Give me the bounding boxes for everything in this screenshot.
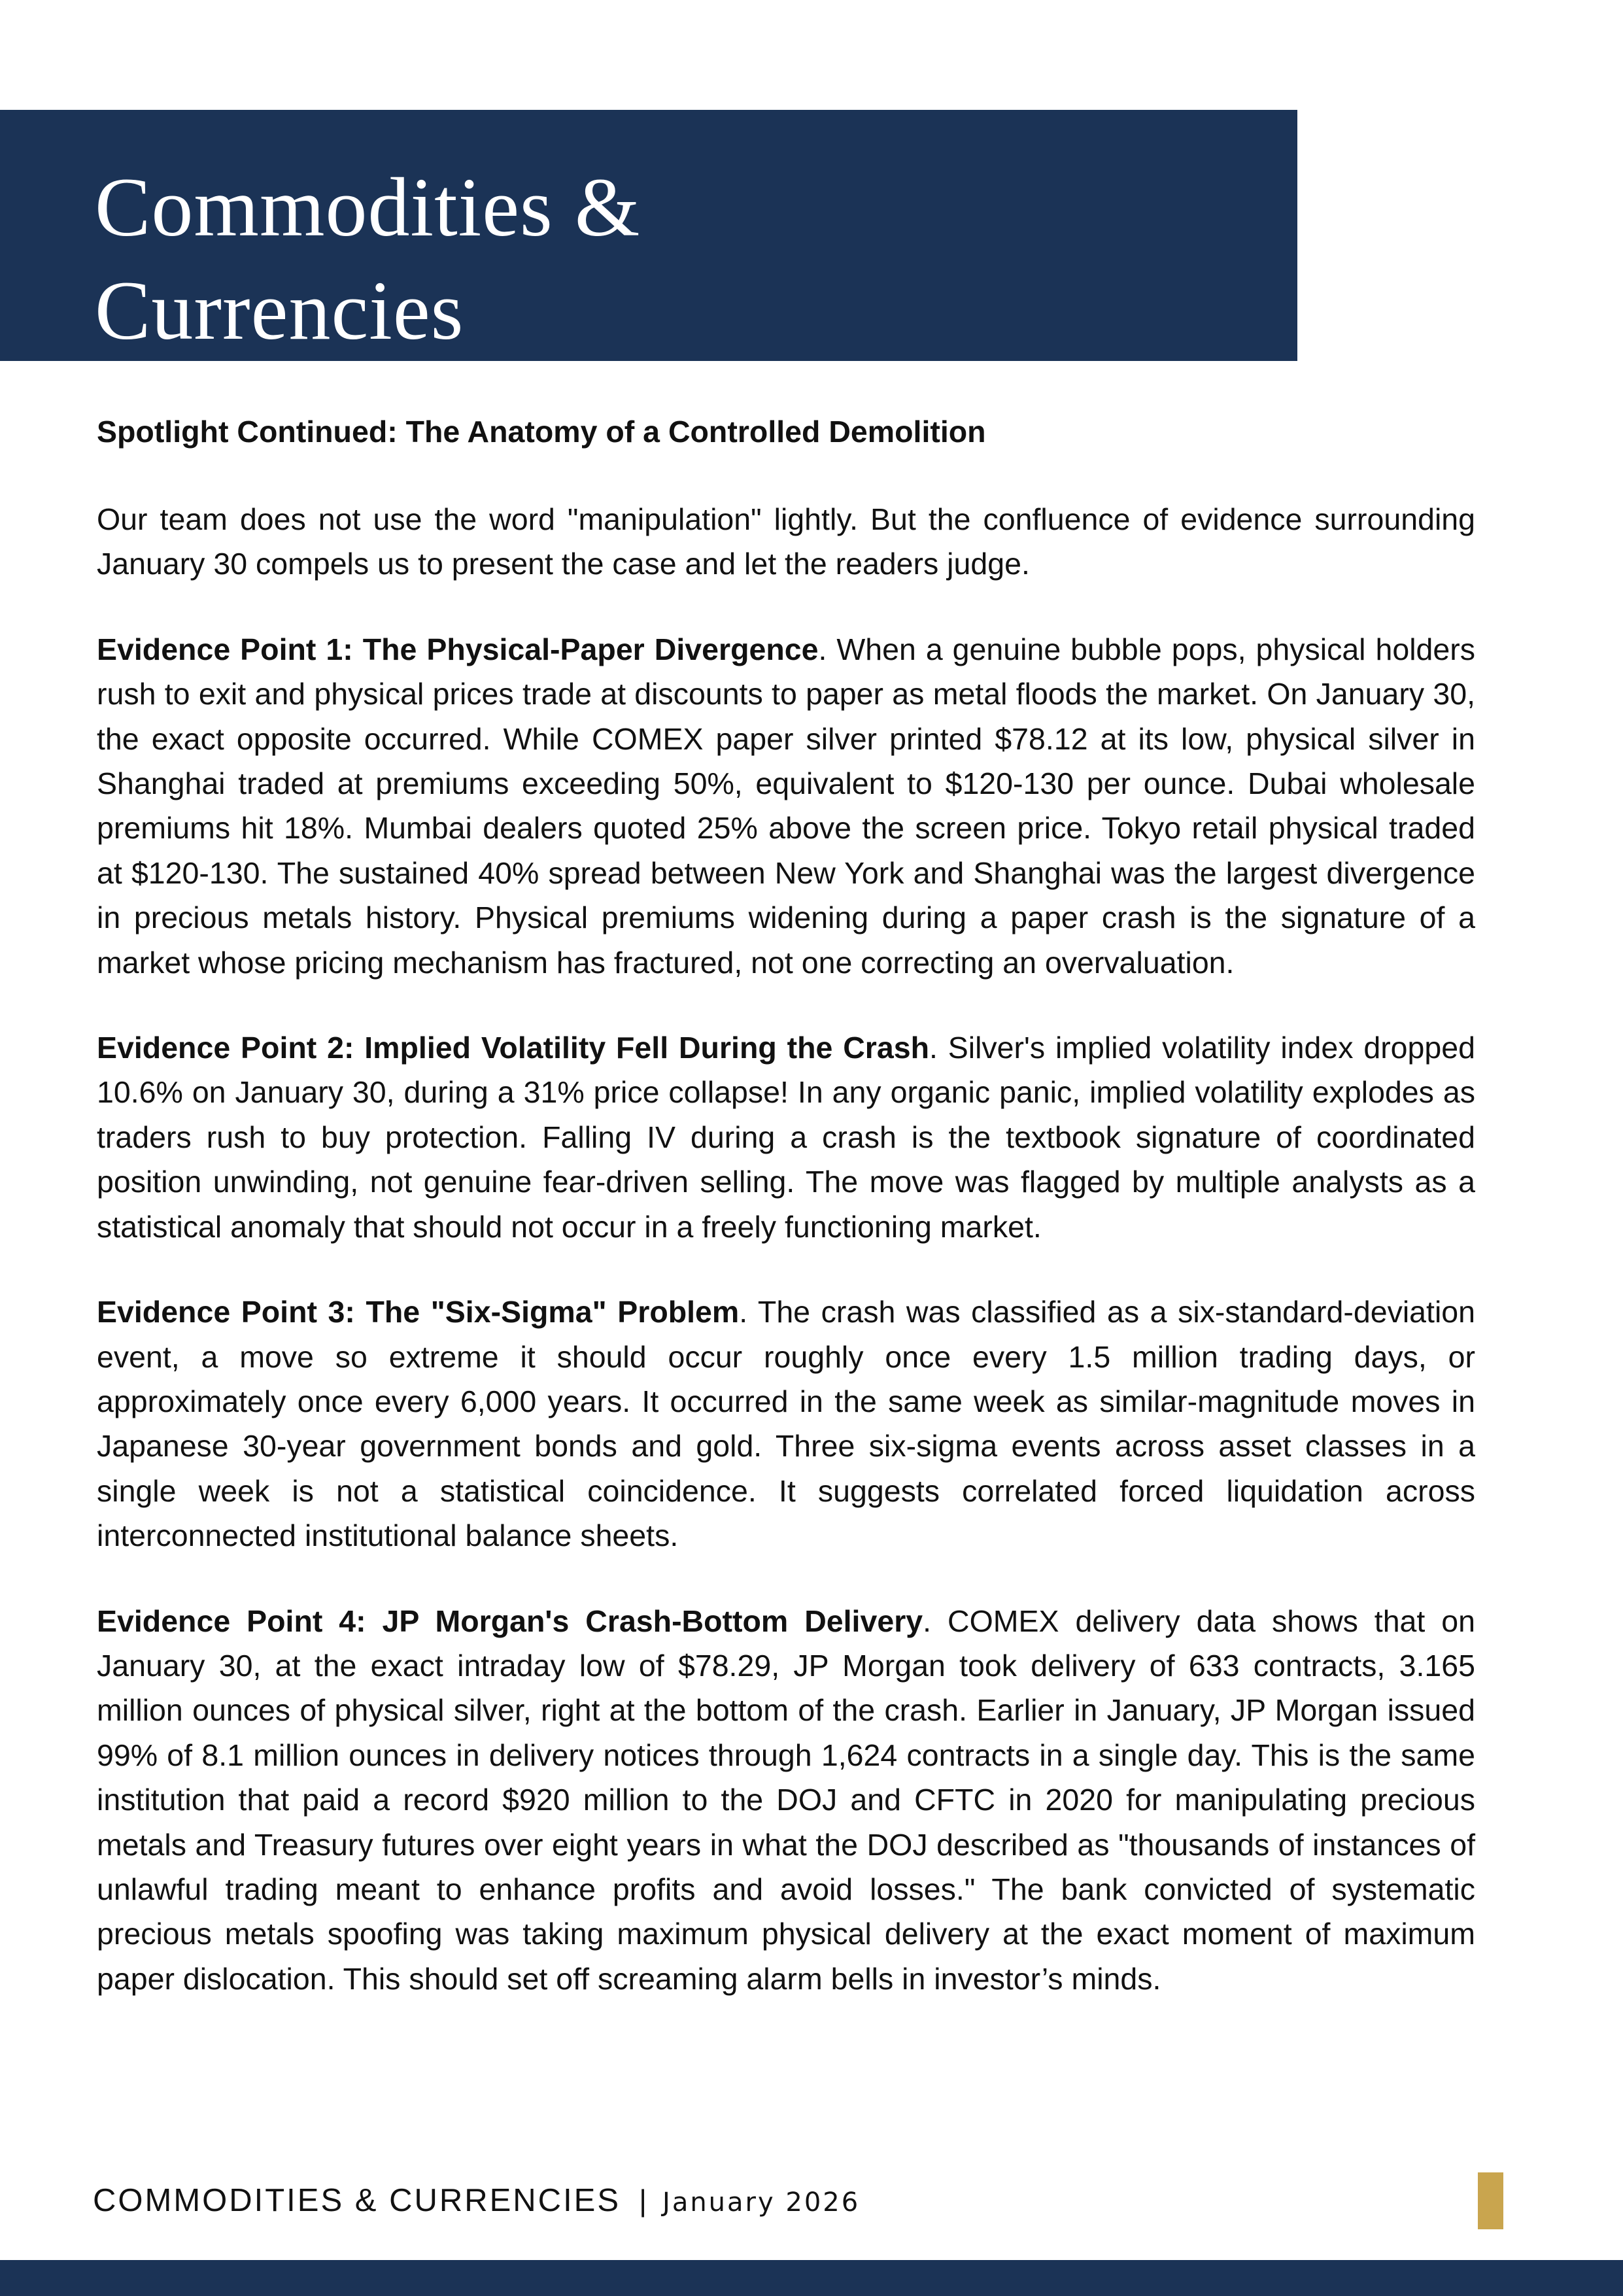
evidence-point-3-body: . The crash was classified as a six-standard-deviation event, a move so extreme it should occur roughly once every 1.5 million trading days, or approximately once every 6,000 years. It occurred in the same week as similar-magnitude moves in Japanese 30-year government bonds and gold. Three six-sigma events across asset classes in a single week is not a statistical coincidence. It suggests correlated forced liquidation across interconnected institutional balance sheets. [97,1295,1475,1553]
footer-publication-name: COMMODITIES & CURRENCIES [93,2183,621,2218]
page-marker-accent [1478,2172,1503,2229]
evidence-point-2 [97,1025,1475,1249]
section-heading: Spotlight Continued: The Anatomy of a Controlled Demolition [97,415,986,449]
evidence-point-2-title: Evidence Point 2: Implied Volatility Fell During the Crash [97,1031,929,1065]
evidence-point-1-body: . When a genuine bubble pops, physical holders rush to exit and physical prices trade at discounts to paper as metal floods the market. On January 30, the exact opposite occurred. While COMEX paper silver printed $78.12 at its low, physical silver in Shanghai traded at premiums exceeding 50%, equivalent to $120-130 per ounce. Dubai wholesale premiums hit 18%. Mumbai dealers quoted 25% above the screen price. Tokyo retail physical traded at $120-130. The sustained 40% spread between New York and Shanghai was the largest divergence in precious metals history. Physical premiums widening during a paper crash is the signature of a market whose pricing mechanism has fractured, not one correcting an overvaluation. [97,632,1475,980]
evidence-point-4-title: Evidence Point 4: JP Morgan's Crash-Bottom Delivery [97,1603,923,1638]
evidence-point-2-body: . Silver's implied volatility index dropped 10.6% on January 30, during a 31% price collapse! In any organic panic, implied volatility explodes as traders rush to buy protection. Falling IV during a crash is the textbook signature of coordinated position unwinding, not genuine fear-driven selling. The move was flagged by multiple analysts as a statistical anomaly that should not occur in a freely functioning market. [97,1031,1475,1244]
intro-paragraph: Our team does not use the word "manipulation" lightly. But the confluence of evidence surrounding January 30 compels us to present the case and let the readers judge. [97,502,1475,581]
page-title-line-2: Currencies [95,264,464,357]
page-title-line-1: Commodities & [95,161,641,254]
footer [93,2180,860,2221]
footer-separator: | [639,2184,647,2218]
evidence-point-3-title: Evidence Point 3: The "Six-Sigma" Problem [97,1295,740,1329]
footer-bar [0,2260,1623,2296]
evidence-point-1-title: Evidence Point 1: The Physical-Paper Divergence [97,632,819,666]
evidence-point-1 [97,627,1475,985]
evidence-point-3 [97,1290,1475,1558]
footer-date: January 2026 [662,2187,861,2218]
article-body [97,411,1475,2042]
evidence-point-4-body: . COMEX delivery data shows that on January 30, at the exact intraday low of $78.29, JP Morgan took delivery of 633 contracts, 3.165 million ounces of physical silver, right at the bottom of the crash. Earlier in January, JP Morgan issued 99% of 8.1 million ounces in delivery notices through 1,624 contracts in a single day. This is the same institution that paid a record $920 million to the DOJ and CFTC in 2020 for manipulating precious metals and Treasury futures over eight years in what the DOJ described as "thousands of instances of unlawful trading meant to enhance profits and avoid losses." The bank convicted of systematic precious metals spoofing was taking maximum physical delivery at the exact moment of maximum paper dislocation. This should set off screaming alarm bells in investor’s minds. [97,1603,1475,1996]
page-title [95,156,640,362]
evidence-point-4 [97,1599,1475,2002]
